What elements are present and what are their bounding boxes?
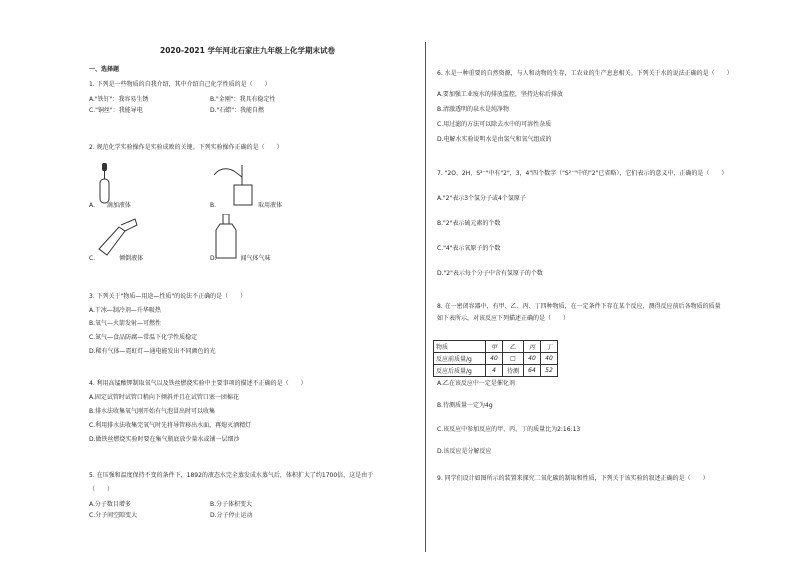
table-row	[434, 353, 558, 365]
mass-table	[433, 340, 558, 377]
option-d: D."石蜡"：我能自燃	[210, 107, 265, 114]
option-c: C. 倾倒液体	[89, 255, 144, 262]
option-b: B.分子体积变大	[210, 501, 253, 508]
table-cell: 40	[486, 353, 503, 365]
option-c: C.用过滤的方法可以除去水中的可溶性杂质	[437, 121, 552, 128]
question-stem: 2. 规范化学实验操作是实验成败的关键。下列实验操作正确的是（ ）	[89, 144, 283, 151]
option-a: A.分子数目增多	[89, 501, 131, 508]
option-d: D.电解水实验说明水是由氢气和氧气组成的	[437, 136, 552, 143]
option-d: D.该反应是分解反应	[437, 448, 492, 455]
table-cell: 40	[524, 353, 541, 365]
option-b: B.氧气—火箭发射—可燃性	[89, 320, 162, 327]
question-stem: 5. 在压强和温度保持不变的条件下，1892的液态水完全蒸发成水蒸气后，体积扩大了约1700倍，这是由于	[89, 472, 374, 479]
question-stem: 7. "2O、2H、S²⁻"中有"2"，3，4"四个数字（"S²⁻"中的"2"已省略），它们表示的意义中，正确的是（ ）	[437, 170, 728, 177]
pouring-liquid-illustration	[95, 217, 140, 259]
option-b: B. 取用液体	[210, 202, 283, 209]
option-a: A.干冰—制冷剂—升华吸热	[89, 307, 161, 314]
table-cell: 反应前质量/g	[434, 353, 486, 365]
answer-blank: （ ）	[89, 486, 114, 493]
question-stem-continued: 如下表所示，对该反应下列描述正确的是（ ）	[437, 315, 570, 322]
option-d: D.做铁丝燃烧实验时要在集气瓶底放少量水或铺一层细沙	[89, 436, 240, 443]
table-cell: 甲	[486, 341, 503, 353]
table-cell: □	[503, 353, 524, 365]
column-divider	[425, 42, 426, 552]
question-stem: 1. 下列是一些物质的自我介绍，其中介绍自己化学性质的是（ ）	[89, 81, 271, 88]
table-cell: 丙	[524, 341, 541, 353]
table-cell: 待测	[503, 365, 524, 377]
table-header-row	[434, 341, 558, 353]
option-b: B."金刚"：我具有稳定性	[210, 96, 276, 103]
option-c: C.利用排水法收集完氧气时先将导管移出水面，再熄灭酒精灯	[89, 422, 252, 429]
table-cell: 乙	[503, 341, 524, 353]
option-b: B.待测质量一定为4g	[437, 402, 493, 409]
option-a: A."铁钉"：我容易生锈	[89, 96, 149, 103]
option-b: B."2"表示硫元素的个数	[437, 220, 501, 227]
question-stem: 9. 同学们设计如图所示的装置来探究二氧化碳的制取和性质，下列关于该实验的叙述正确的是（ ）	[437, 475, 709, 482]
option-a: A. 滴加液体	[89, 202, 131, 209]
table-cell: 52	[541, 365, 558, 377]
option-c: C."铜丝"：我能导电	[89, 107, 143, 114]
option-b: B.排水法收集氧气刚开始有气泡冒出时可以收集	[89, 408, 216, 415]
option-c: C.该反应中参加反应的甲、丙、丁的质量比为2:16:13	[437, 426, 581, 433]
option-d: D.稀有气体—霓虹灯—通电能发出不同颜色的光	[89, 348, 216, 355]
option-c: C.氮气—食品防腐—常温下化学性质稳定	[89, 334, 198, 341]
section-heading: 一、选择题	[89, 66, 120, 73]
option-b: B.清澈透明的泉水是纯净物	[437, 106, 510, 113]
option-d: D. 闻气体气味	[210, 255, 271, 262]
table-cell: 反应后质量/g	[434, 365, 486, 377]
question-stem: 4. 利用高锰酸钾制取氧气以及铁丝燃烧实验中主要事项的描述不正确的是（ ）	[89, 380, 307, 387]
option-a: A.乙在该反应中一定是催化剂	[437, 380, 515, 387]
table-cell: 40	[541, 353, 558, 365]
table-cell: 丁	[541, 341, 558, 353]
question-stem: 8. 在一密闭容器中，有甲、乙、丙、丁四种物质，在一定条件下存在某个反应，测得反应前后各物质的质量	[437, 303, 721, 310]
option-c: C."4"表示氧原子的个数	[437, 245, 501, 252]
dropper-illustration	[95, 163, 115, 205]
table-cell: 物质	[434, 341, 486, 353]
liquid-taking-illustration	[212, 163, 270, 207]
option-a: A."2"表示3个氢分子或4个氢原子	[437, 195, 526, 202]
question-stem: 6. 水是一种重要的自然资源，与人和动物的生存，工农业的生产息息相关。下列关于水的说法正确的是（ ）	[437, 70, 733, 77]
table-cell: 4	[486, 365, 503, 377]
table-row	[434, 365, 558, 377]
table-cell: 64	[524, 365, 541, 377]
option-c: C.分子间空隙变大	[89, 512, 138, 519]
option-a: A.要加强工业废水的排放监控，坚持达标后排放	[437, 91, 563, 98]
option-a: A.固定试管时试管口稍向下倾斜并且在试管口塞一团棉花	[89, 394, 239, 401]
question-stem: 3. 下列关于"物质—用途—性质"的说法不正确的是（ ）	[89, 293, 247, 300]
page-title: 2020-2021 学年河北石家庄九年级上化学期末试卷	[160, 46, 335, 55]
option-d: D."2"表示每个分子中含有氢原子的个数	[437, 270, 543, 277]
option-d: D.分子停止运动	[210, 512, 253, 519]
smelling-gas-illustration	[214, 214, 240, 260]
